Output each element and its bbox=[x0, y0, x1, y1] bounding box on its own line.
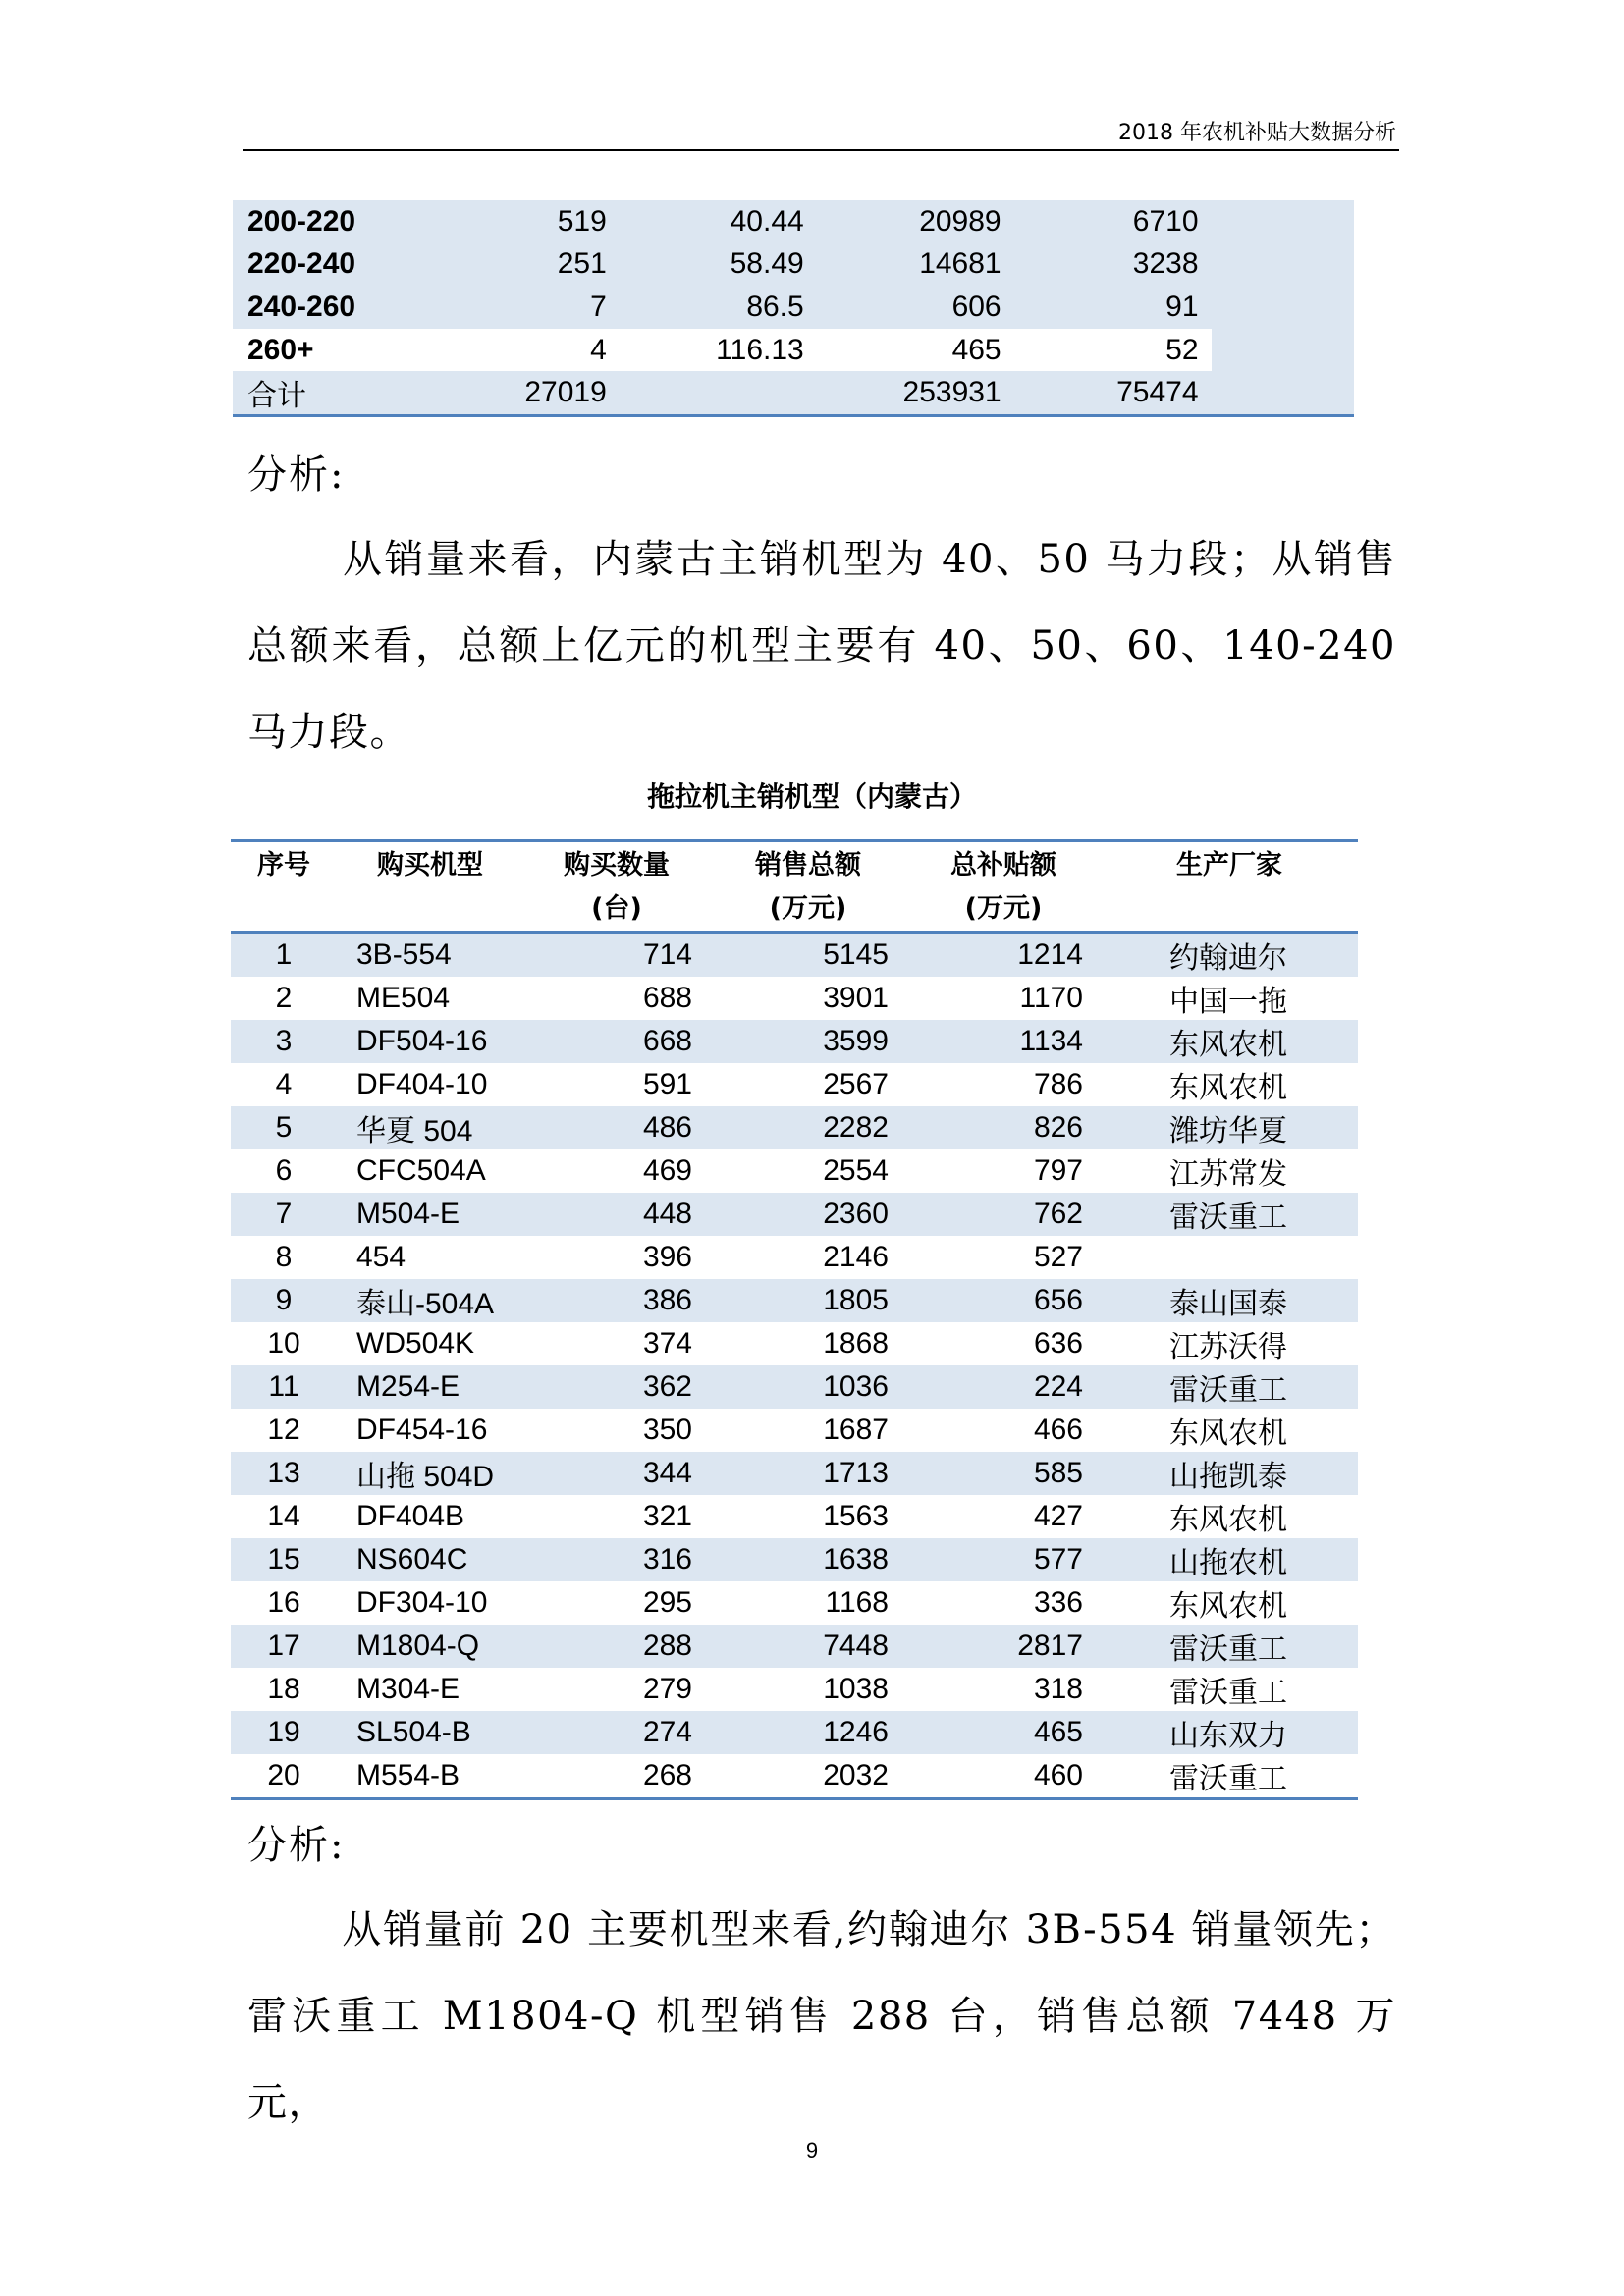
qty-cell: 362 bbox=[642, 1369, 692, 1403]
maker-cell: 雷沃重工 bbox=[1169, 1631, 1287, 1667]
header-index: 序号 bbox=[231, 841, 337, 933]
qty-cell: 274 bbox=[642, 1715, 692, 1748]
index-cell: 4 bbox=[275, 1068, 293, 1100]
analysis-heading: 分析: bbox=[247, 453, 346, 498]
index-cell: 8 bbox=[275, 1240, 293, 1273]
subsidy-cell: 762 bbox=[1033, 1198, 1083, 1230]
subsidy-cell: 797 bbox=[1033, 1154, 1083, 1187]
index-cell: 1 bbox=[275, 938, 293, 971]
sales-cell: 14681 bbox=[817, 243, 1014, 287]
table-header-row bbox=[231, 841, 1358, 933]
model-cell: DF504-16 bbox=[356, 1025, 488, 1057]
sales-cell: 1038 bbox=[823, 1672, 889, 1705]
header-qty bbox=[523, 841, 710, 933]
table-row bbox=[231, 977, 1358, 1020]
maker-cell: 东风农机 bbox=[1169, 1415, 1287, 1451]
sales-cell: 7448 bbox=[823, 1629, 889, 1662]
range-cell: 200-220 bbox=[247, 204, 356, 238]
table-row bbox=[231, 1409, 1358, 1452]
header-subsidy-label: 总补贴额 bbox=[950, 850, 1056, 881]
sales-cell: 1805 bbox=[823, 1283, 889, 1316]
qty-cell: 386 bbox=[642, 1283, 692, 1316]
model-cell: 泰山-504A bbox=[356, 1287, 495, 1320]
sales-cell: 2360 bbox=[823, 1198, 889, 1230]
model-cell: DF404-10 bbox=[356, 1068, 488, 1100]
qty-cell: 268 bbox=[523, 1754, 710, 1799]
table-row bbox=[231, 1668, 1358, 1711]
sales-cell: 5145 bbox=[823, 938, 889, 971]
header-sales bbox=[710, 841, 906, 933]
table-row bbox=[231, 1538, 1358, 1581]
blank-cell bbox=[1212, 371, 1354, 416]
subsidy-cell: 636 bbox=[1033, 1326, 1083, 1360]
subsidy-cell: 2817 bbox=[1017, 1629, 1083, 1662]
sales-cell: 1168 bbox=[825, 1585, 889, 1619]
sales-cell: 3901 bbox=[823, 982, 889, 1014]
sales-cell: 1713 bbox=[823, 1456, 889, 1489]
qty-cell: 344 bbox=[642, 1456, 692, 1489]
table-row bbox=[231, 1754, 1358, 1799]
sales-cell: 1246 bbox=[823, 1715, 889, 1748]
model-cell: WD504K bbox=[356, 1326, 475, 1360]
range-cell: 240-260 bbox=[233, 286, 389, 329]
sales-cell: 1638 bbox=[823, 1542, 889, 1575]
table-row bbox=[231, 933, 1358, 978]
maker-cell: 潍坊华夏 bbox=[1169, 1114, 1287, 1148]
sales-cell: 253931 bbox=[817, 371, 1014, 416]
subsidy-cell: 91 bbox=[1014, 286, 1212, 329]
header-model: 购买机型 bbox=[337, 841, 523, 933]
index-cell: 16 bbox=[267, 1585, 300, 1619]
qty-cell: 295 bbox=[642, 1585, 692, 1619]
index-cell: 18 bbox=[267, 1672, 300, 1705]
subsidy-cell: 786 bbox=[1033, 1068, 1083, 1100]
subsidy-cell: 466 bbox=[1033, 1413, 1083, 1446]
analysis-paragraph bbox=[247, 516, 1396, 775]
model-cell: DF454-16 bbox=[356, 1413, 488, 1446]
table-row bbox=[231, 1020, 1358, 1063]
running-header: 2018 年农机补贴大数据分析 bbox=[1118, 121, 1396, 145]
index-cell: 2 bbox=[275, 982, 293, 1014]
header-qty-unit: (台) bbox=[591, 893, 642, 924]
table-row bbox=[231, 1581, 1358, 1625]
qty-cell: 4 bbox=[389, 329, 620, 372]
qty-cell: 486 bbox=[642, 1111, 692, 1144]
index-cell: 19 bbox=[267, 1715, 300, 1748]
sales-cell: 1563 bbox=[823, 1499, 889, 1532]
qty-cell: 688 bbox=[642, 982, 692, 1014]
avg-cell: 116.13 bbox=[620, 329, 817, 372]
blank-cell bbox=[1212, 286, 1354, 329]
model-cell: 山拖 504D bbox=[356, 1460, 495, 1493]
sales-cell: 2146 bbox=[823, 1240, 889, 1273]
index-cell: 10 bbox=[267, 1326, 300, 1360]
qty-cell: 519 bbox=[557, 204, 607, 238]
maker-cell: 东风农机 bbox=[1169, 1502, 1287, 1537]
subsidy-cell: 75474 bbox=[1014, 371, 1212, 416]
sales-cell: 2282 bbox=[823, 1111, 889, 1144]
blank-cell bbox=[1212, 329, 1354, 372]
table-row bbox=[231, 1495, 1358, 1538]
model-cell: ME504 bbox=[356, 982, 451, 1014]
blank-cell bbox=[1212, 200, 1354, 243]
range-cell: 260+ bbox=[233, 329, 389, 372]
maker-cell: 雷沃重工 bbox=[1169, 1201, 1287, 1235]
subsidy-cell: 460 bbox=[906, 1754, 1101, 1799]
table-row bbox=[233, 200, 1354, 243]
sales-cell: 3599 bbox=[823, 1025, 889, 1057]
subsidy-cell: 427 bbox=[1033, 1499, 1083, 1532]
subsidy-cell: 318 bbox=[1033, 1672, 1083, 1705]
model-cell: DF404B bbox=[356, 1499, 465, 1532]
subsidy-cell: 1134 bbox=[1019, 1025, 1083, 1057]
maker-cell: 江苏沃得 bbox=[1169, 1329, 1287, 1364]
table-row bbox=[231, 1149, 1358, 1193]
subsidy-cell: 3238 bbox=[1014, 243, 1212, 287]
subsidy-cell: 336 bbox=[1033, 1585, 1083, 1619]
index-cell: 5 bbox=[275, 1111, 293, 1144]
table-row bbox=[231, 1452, 1358, 1495]
analysis-paragraph-2 bbox=[247, 1887, 1396, 2146]
index-cell: 12 bbox=[267, 1413, 300, 1446]
table-row bbox=[231, 1106, 1358, 1149]
total-row bbox=[233, 371, 1354, 416]
qty-cell: 288 bbox=[642, 1629, 692, 1662]
sales-cell: 2554 bbox=[823, 1154, 889, 1187]
qty-cell: 316 bbox=[642, 1542, 692, 1575]
model-cell: NS604C bbox=[356, 1542, 468, 1575]
maker-cell: 山拖农机 bbox=[1169, 1545, 1287, 1580]
table-row bbox=[231, 1365, 1358, 1409]
index-cell: 9 bbox=[275, 1283, 293, 1316]
maker-cell: 雷沃重工 bbox=[1169, 1675, 1287, 1710]
maker-cell: 中国一拖 bbox=[1169, 985, 1287, 1019]
qty-cell: 27019 bbox=[389, 371, 620, 416]
sales-cell: 2567 bbox=[823, 1068, 889, 1100]
blank-cell bbox=[1212, 243, 1354, 287]
model-cell: 454 bbox=[356, 1240, 406, 1273]
qty-cell: 350 bbox=[642, 1413, 692, 1446]
sales-cell: 606 bbox=[817, 286, 1014, 329]
maker-cell: 山东双力 bbox=[1169, 1718, 1287, 1753]
subsidy-cell: 1170 bbox=[1019, 982, 1083, 1014]
table-row bbox=[231, 1063, 1358, 1106]
subsidy-cell: 826 bbox=[1033, 1111, 1083, 1144]
model-cell: DF304-10 bbox=[356, 1585, 488, 1619]
qty-cell: 591 bbox=[642, 1068, 692, 1100]
qty-cell: 251 bbox=[389, 243, 620, 287]
top-models-table bbox=[231, 839, 1358, 1800]
power-range-table bbox=[233, 200, 1354, 417]
header-subsidy bbox=[906, 841, 1101, 933]
header-rule bbox=[243, 149, 1399, 151]
maker-cell: 东风农机 bbox=[1169, 1028, 1287, 1062]
maker-cell bbox=[1101, 1236, 1358, 1279]
model-cell: M304-E bbox=[356, 1672, 460, 1705]
qty-cell: 396 bbox=[642, 1240, 692, 1273]
table-caption: 拖拉机主销机型（内蒙古） bbox=[646, 780, 977, 813]
index-cell: 15 bbox=[267, 1542, 300, 1575]
qty-cell: 321 bbox=[642, 1499, 692, 1532]
table-row bbox=[233, 329, 1354, 372]
avg-cell bbox=[620, 371, 817, 416]
model-cell: M504-E bbox=[356, 1198, 460, 1230]
model-cell: CFC504A bbox=[356, 1154, 486, 1187]
maker-cell: 泰山国泰 bbox=[1169, 1286, 1287, 1321]
table-row bbox=[233, 286, 1354, 329]
sales-cell: 1036 bbox=[823, 1369, 889, 1403]
model-cell: M554-B bbox=[337, 1754, 523, 1799]
header-subsidy-unit: (万元) bbox=[964, 893, 1043, 924]
header-sales-unit: (万元) bbox=[769, 893, 847, 924]
index-cell: 6 bbox=[275, 1154, 293, 1187]
maker-cell: 雷沃重工 bbox=[1169, 1372, 1287, 1408]
maker-cell: 雷沃重工 bbox=[1101, 1754, 1358, 1799]
model-cell: 华夏 504 bbox=[356, 1115, 473, 1148]
maker-cell: 东风农机 bbox=[1169, 1071, 1287, 1105]
sales-cell: 20989 bbox=[919, 204, 1001, 238]
subsidy-cell: 577 bbox=[1033, 1542, 1083, 1575]
index-cell: 11 bbox=[268, 1369, 299, 1403]
avg-cell: 40.44 bbox=[730, 204, 804, 238]
qty-cell: 7 bbox=[389, 286, 620, 329]
index-cell: 20 bbox=[231, 1754, 337, 1799]
model-cell: SL504-B bbox=[356, 1715, 471, 1748]
model-cell: M254-E bbox=[356, 1369, 460, 1403]
qty-cell: 668 bbox=[642, 1025, 692, 1057]
table-row bbox=[231, 1711, 1358, 1754]
index-cell: 7 bbox=[275, 1198, 293, 1230]
qty-cell: 279 bbox=[642, 1672, 692, 1705]
subsidy-cell: 1214 bbox=[1017, 938, 1083, 971]
index-cell: 3 bbox=[275, 1025, 293, 1057]
maker-cell: 约翰迪尔 bbox=[1169, 941, 1287, 976]
qty-cell: 374 bbox=[642, 1326, 692, 1360]
table-row bbox=[231, 1236, 1358, 1279]
qty-cell: 714 bbox=[642, 938, 692, 971]
maker-cell: 江苏常发 bbox=[1169, 1157, 1287, 1192]
analysis-text-2: 从销量前 20 主要机型来看,约翰迪尔 3B-554 销量领先；雷沃重工 M1804-Q 机型销售 288 台，销售总额 7448 万元， bbox=[247, 1907, 1396, 2125]
subsidy-cell: 465 bbox=[1033, 1715, 1083, 1748]
table-row bbox=[231, 1279, 1358, 1322]
sales-cell: 465 bbox=[817, 329, 1014, 372]
subsidy-cell: 527 bbox=[1033, 1240, 1083, 1273]
analysis-text: 从销量来看，内蒙古主销机型为 40、50 马力段；从销售总额来看，总额上亿元的机型主要有 40、50、60、140-240 马力段。 bbox=[247, 537, 1396, 755]
index-cell: 14 bbox=[267, 1499, 300, 1532]
subsidy-cell: 656 bbox=[1033, 1283, 1083, 1316]
header-sales-label: 销售总额 bbox=[755, 850, 861, 881]
model-cell: M1804-Q bbox=[356, 1629, 480, 1662]
table-row bbox=[231, 1322, 1358, 1365]
table-row bbox=[231, 1193, 1358, 1236]
maker-cell: 山拖凯泰 bbox=[1169, 1459, 1287, 1494]
header-qty-label: 购买数量 bbox=[564, 850, 670, 881]
range-cell: 合计 bbox=[233, 371, 389, 416]
sales-cell: 1687 bbox=[823, 1413, 889, 1446]
header-maker: 生产厂家 bbox=[1101, 841, 1358, 933]
subsidy-cell: 52 bbox=[1014, 329, 1212, 372]
table-row bbox=[233, 243, 1354, 287]
index-cell: 13 bbox=[267, 1456, 300, 1489]
subsidy-cell: 6710 bbox=[1132, 204, 1199, 238]
page-number: 9 bbox=[805, 2138, 819, 2163]
avg-cell: 86.5 bbox=[620, 286, 817, 329]
index-cell: 17 bbox=[267, 1629, 300, 1662]
table-row bbox=[231, 1625, 1358, 1668]
model-cell: 3B-554 bbox=[356, 938, 452, 971]
maker-cell: 东风农机 bbox=[1169, 1588, 1287, 1624]
sales-cell: 1868 bbox=[823, 1326, 889, 1360]
qty-cell: 448 bbox=[642, 1198, 692, 1230]
qty-cell: 469 bbox=[642, 1154, 692, 1187]
subsidy-cell: 224 bbox=[1033, 1369, 1083, 1403]
sales-cell: 2032 bbox=[710, 1754, 906, 1799]
range-cell: 220-240 bbox=[233, 243, 389, 287]
table-body bbox=[231, 933, 1358, 1799]
subsidy-cell: 585 bbox=[1033, 1456, 1083, 1489]
analysis-heading-2: 分析: bbox=[247, 1823, 346, 1868]
avg-cell: 58.49 bbox=[620, 243, 817, 287]
